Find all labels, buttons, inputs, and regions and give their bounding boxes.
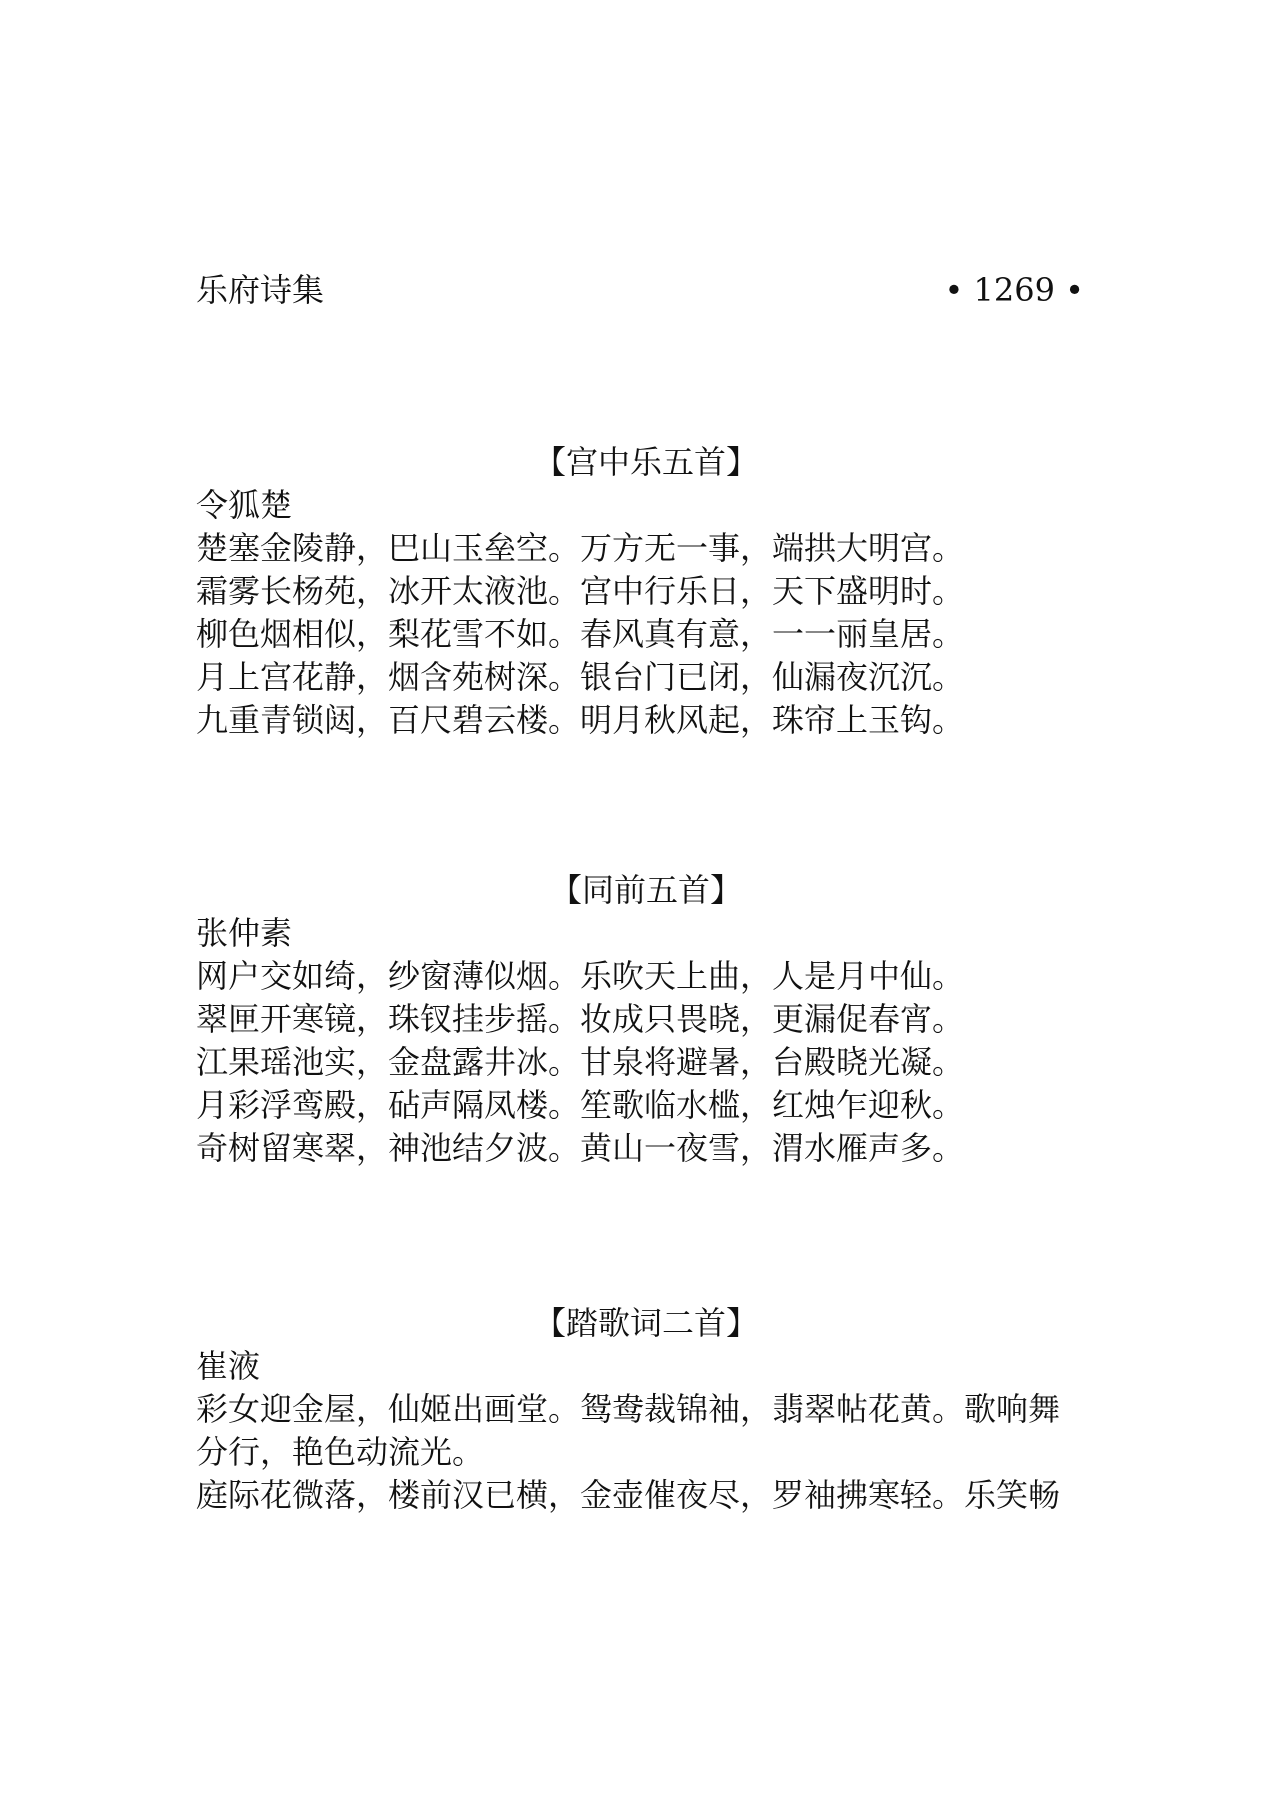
page-number: • 1269 • (944, 271, 1084, 309)
poem-line: 柳色烟相似，梨花雪不如。春风真有意，一一丽皇居。 (196, 615, 965, 653)
section-title: 【同前五首】 (549, 871, 742, 909)
poem-section-tongqian (196, 868, 1096, 1170)
poem-line: 奇树留寒翠，神池结夕波。黄山一夜雪，渭水雁声多。 (196, 1129, 965, 1167)
poem-author: 令狐楚 (196, 486, 293, 524)
poem-line: 月上宫花静，烟含苑树深。银台门已闭，仙漏夜沉沉。 (196, 658, 965, 696)
poem-line: 楚塞金陵静，巴山玉垒空。万方无一事，端拱大明宫。 (196, 529, 965, 567)
poem-line: 翠匣开寒镜，珠钗挂步摇。妆成只畏晓，更漏促春宵。 (196, 1000, 965, 1038)
poem-line: 江果瑶池实，金盘露井冰。甘泉将避暑，台殿晓光凝。 (196, 1043, 965, 1081)
page-header (196, 268, 1084, 312)
poem-line: 庭际花微落，楼前汉已横，金壶催夜尽，罗袖拂寒轻。乐笑畅 (196, 1476, 1061, 1514)
poem-line: 九重青锁闼，百尺碧云楼。明月秋风起，珠帘上玉钩。 (196, 701, 965, 739)
poem-line: 网户交如绮，纱窗薄似烟。乐吹天上曲，人是月中仙。 (196, 957, 965, 995)
book-title: 乐府诗集 (196, 271, 325, 309)
poem-line: 月彩浮鸾殿，砧声隔凤楼。笙歌临水槛，红烛乍迎秋。 (196, 1086, 965, 1124)
poem-author: 张仲素 (196, 914, 293, 952)
poem-line: 霜雾长杨苑，冰开太液池。宫中行乐日，天下盛明时。 (196, 572, 965, 610)
section-title: 【踏歌词二首】 (533, 1304, 758, 1342)
poem-line: 彩女迎金屋，仙姬出画堂。鸳鸯裁锦袖，翡翠帖花黄。歌响舞 (196, 1390, 1061, 1428)
poem-section-gongzhongle (196, 440, 1096, 742)
section-title: 【宫中乐五首】 (533, 443, 758, 481)
poem-line: 分行，艳色动流光。 (196, 1433, 485, 1471)
poem-author: 崔液 (196, 1347, 261, 1385)
poem-section-tagecí (196, 1301, 1096, 1517)
